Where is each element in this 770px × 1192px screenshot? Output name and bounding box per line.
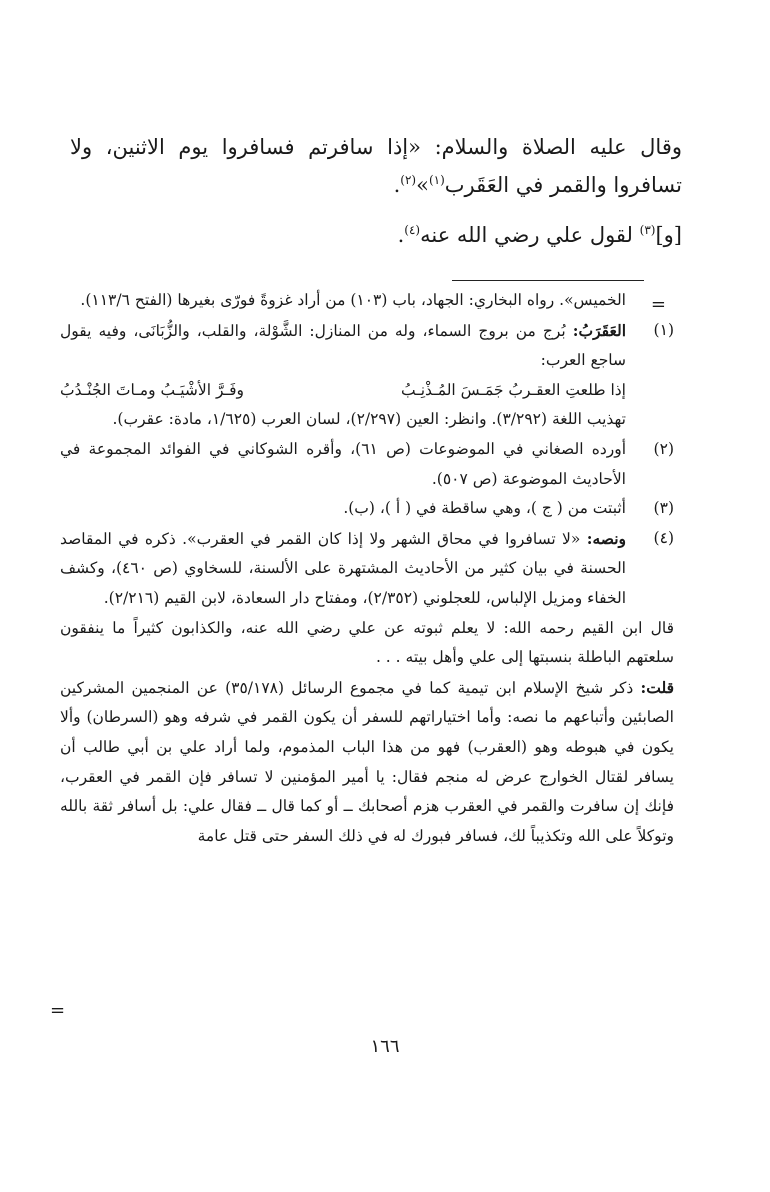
footnote-4: (٤) ونصه: «لا تسافروا في محاق الشهر ولا إذا كان القمر في العقرب». ذكره في المقاصد الحسنة في بيان كثير من الأحاديث المشتهرة على الألسنة، للسخاوي (ص ٤٦٠)، وكشف الخفاء ومزيل الإلباس، للعجلوني (٢/٣٥٢)، ومفتاح دار السعادة، لابن القيم (٢/٢١٦). [60, 524, 674, 614]
footnote-number: (٣) [653, 499, 674, 518]
footnote-number: (٤) [653, 528, 674, 547]
footnote-separator [452, 280, 644, 281]
main-paragraph-2: [و]$^{(٣)}$ لقول علي رضي الله عنه$^{(٤)}$. [397, 223, 682, 247]
footnote-1: (١) العَقَرَبُ: بُرج من بروج السماء، وله من المنازل: الشَّوْلة، والقلب، والزُّبَانَى، وفيه يقول ساجع العرب: إذا طلعتِ العقـربُ جَمَـسَ المُـذْنِـبُ وفَـرَّ الأشْيَـبُ ومـاتَ الجُنْـدُبُ تهذيب اللغة (٣/٢٩٢). وانظر: العين (٢/٢٩٧)، لسان العرب (١/٦٢٥، مادة: عقرب). [60, 316, 674, 435]
footnote-ref-1: (١) [428, 173, 445, 187]
poem-verse: إذا طلعتِ العقـربُ جَمَـسَ المُـذْنِـبُ وفَـرَّ الأشْيَـبُ ومـاتَ الجُنْـدُبُ [60, 380, 626, 399]
main-paragraph-1: وقال عليه الصلاة والسلام: «إذا سافرتم فسافروا يوم الاثنين، ولا تسافروا والقمر في العَقَرب$^{(١)}$»$^{(٢)}$. [70, 135, 682, 197]
footnote-number: (٢) [653, 439, 674, 458]
footnote-number: (١) [653, 320, 674, 339]
page-number: ١٦٦ [370, 1036, 400, 1057]
ibn-qayyim-quote: قال ابن القيم رحمه الله: لا يعلم ثبوته عن علي رضي الله عنه، والكذابون كثيراً ما ينفقون سلعتهم الباطلة بنسبتها إلى علي وأهل بيته . . . [60, 618, 674, 667]
continuation-marker: = [650, 294, 666, 315]
author-comment: قلت: ذكر شيخ الإسلام ابن تيمية كما في مجموع الرسائل (٣٥/١٧٨) عن المنجمين المشركين الصابئين وأتباعهم ما نصه: وأما اختياراتهم للسفر أن يكون القمر في شرفه وهو (السرطان) وألا يكون في هبوطه وهو (العقرب) فهو من هذا الباب المذموم، ولما أراد علي بن أبي طالب أن يسافر لقتال الخوارج عرض له منجم فقال: يا أمير المؤمنين لا تسافر فإن القمر في العقرب، فإنك إن سافرت والقمر في العقرب هزم أصحابك ــ أو كما قال ــ فقال علي: بل أسافر ثقة بالله وتوكلاً على الله وتكذيباً لك، فسافر فبورك له في ذلك السفر حتى قتل عامة [60, 677, 674, 845]
footnote-3: (٣) أثبتت من ( ج )، وهي ساقطة في ( أ )، (ب). [60, 494, 674, 524]
footnote-ref-4: (٤) [404, 223, 421, 237]
main-text [70, 128, 682, 254]
footnotes [60, 286, 674, 851]
footnote-continuation: الخميس». رواه البخاري: الجهاد، باب (١٠٣) من أراد غزوةً فورّى بغيرها (الفتح ١١٣/٦). [80, 291, 626, 309]
footnote-ref-2: (٢) [400, 173, 417, 187]
footnote-2: (٢) أورده الصغاني في الموضوعات (ص ٦١)، وأقره الشوكاني في الفوائد المجموعة في الأحاديث الموضوعة (ص ٥٠٧). [60, 435, 674, 494]
footnote-ref-3: (٣) [639, 223, 656, 237]
continued-marker: = [50, 1000, 66, 1021]
